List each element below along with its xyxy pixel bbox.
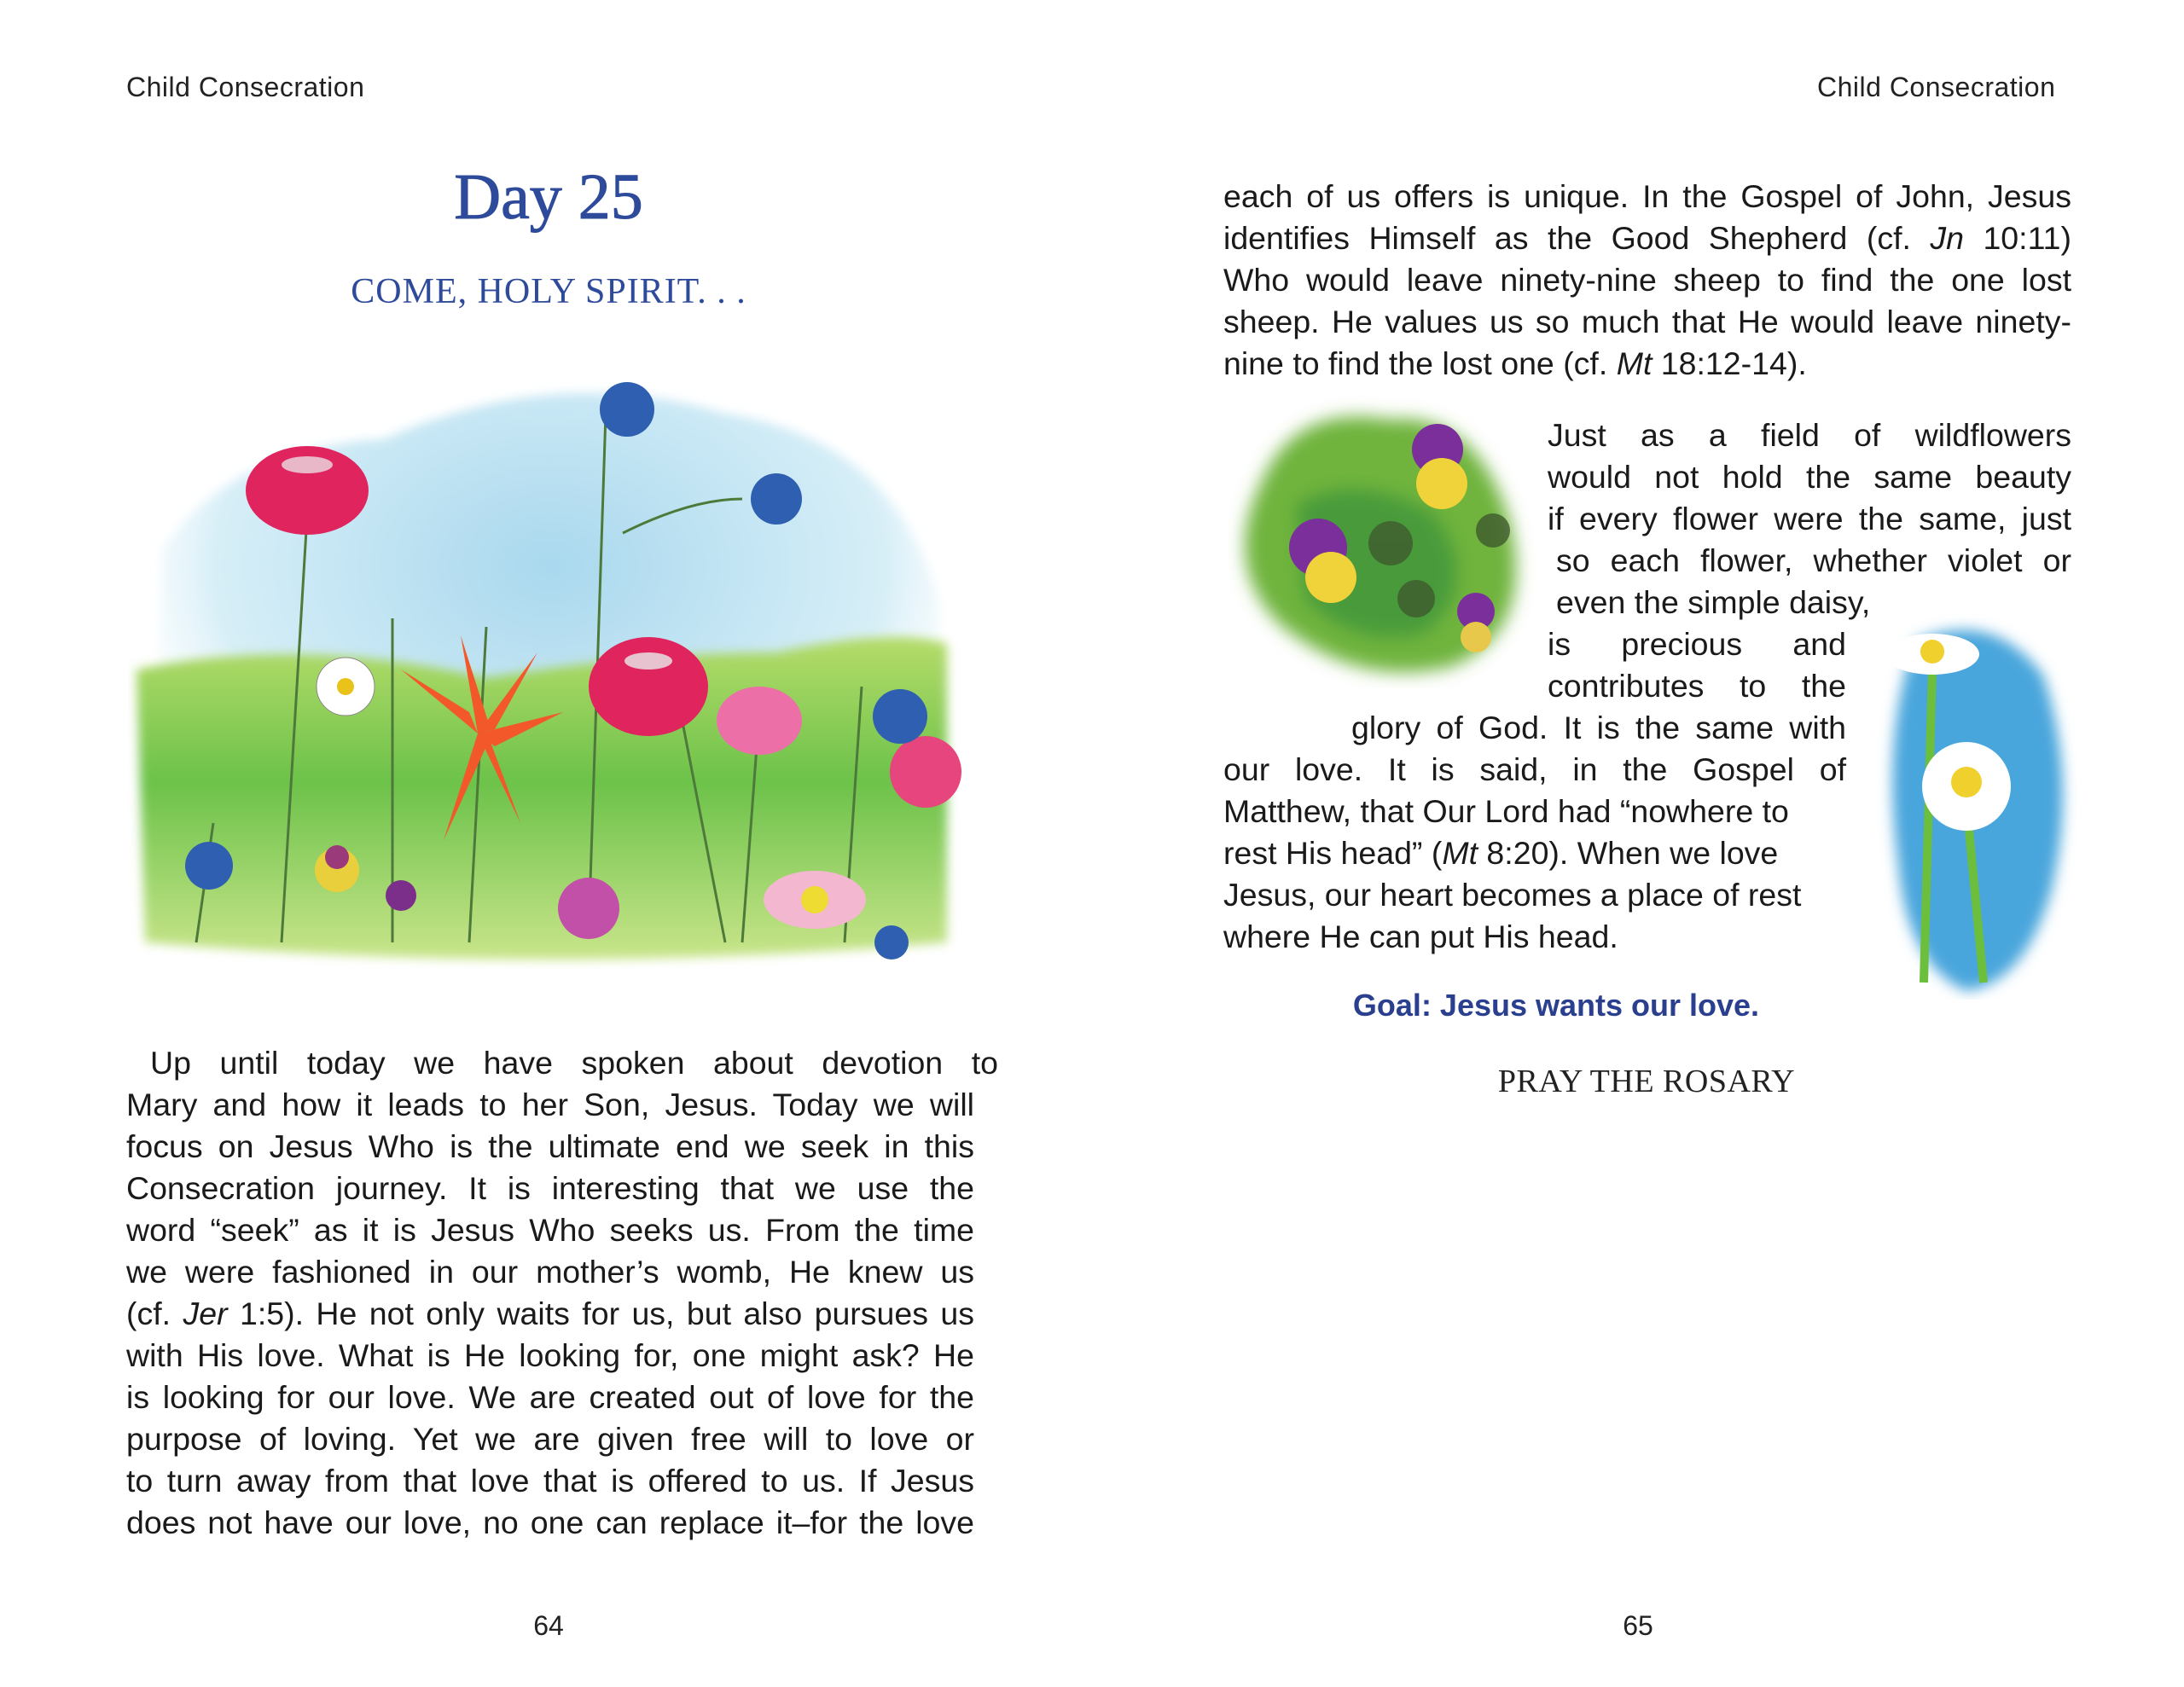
right-body-wrap [1223,415,2071,958]
text-line: contributes to the [1548,668,1846,704]
right-body-top [1223,176,2071,385]
wildflower-field-illustration [128,345,964,977]
text-line: with His love. What is He looking for, one might ask? He [126,1337,974,1373]
text-line: is looking for our love. We are created out of love for the [126,1379,974,1415]
text-line: where He can put His head. [1223,919,1618,954]
text-line: does not have our love, no one can replace it–for the love [126,1504,974,1540]
text-line: would not hold the same beauty [1548,459,2071,495]
text-line: identifies Himself as the Good Shepherd (cf. Jn 10:11) [1223,220,2072,256]
text-line: nine to find the lost one (cf. Mt 18:12-14). [1223,345,1807,381]
text-line: (cf. Jer 1:5). He not only waits for us, but also pursues us [126,1296,974,1331]
pink-flower [717,687,802,755]
text-line: rest His head” (Mt 8:20). When we love [1223,835,1779,871]
text-line: glory of God. It is the same with [1351,710,1846,745]
daisy-small [317,658,375,716]
text-line: each of us offers is unique. In the Gospel of John, Jesus [1223,178,2071,214]
text-line: we were fashioned in our mother’s womb, He knew us [126,1254,974,1290]
text-line: sheep. He values us so much that He would leave ninety- [1223,304,2071,339]
text-line: is precious and [1548,626,1846,662]
poppy-left [246,446,369,535]
text-line: Up until today we have spoken about devotion to [150,1045,998,1081]
purple-aster [558,878,619,939]
left-body-text [126,1042,998,1544]
day-title: Day 25 [454,161,643,233]
text-line: Just as a field of wildflowers [1548,417,2071,453]
page-number-right: 65 [1623,1610,1653,1641]
text-line: purpose of loving. Yet we are given free will to love or [126,1421,974,1457]
text-line: so each flower, whether violet or [1556,542,2071,578]
running-head-left: Child Consecration [126,72,365,102]
running-head-right: Child Consecration [1817,72,2056,102]
text-line: focus on Jesus Who is the ultimate end we seek in this [126,1128,974,1164]
text-line: Matthew, that Our Lord had “nowhere to [1223,793,1789,829]
text-line: Jesus, our heart becomes a place of rest [1223,877,1802,913]
text-line: to turn away from that love that is offered to us. If Jesus [126,1463,974,1499]
day-subtitle: COME, HOLY SPIRIT. . . [351,272,746,311]
text-line: if every flower were the same, just [1548,501,2071,536]
text-line: our love. It is said, in the Gospel of [1223,751,1846,787]
text-line: even the simple daisy, [1556,584,1871,620]
text-line: Mary and how it leads to her Son, Jesus. Today we will [126,1087,974,1122]
text-line: Who would leave ninety-nine sheep to find the one lost [1223,262,2071,298]
pink-daisy [764,871,866,929]
text-line: word “seek” as it is Jesus Who seeks us. From the time [126,1212,974,1248]
poppy-right [589,637,708,736]
goal-statement: Goal: Jesus wants our love. [1352,988,1760,1023]
text-line: Consecration journey. It is interesting that we use the [126,1170,974,1206]
rose [890,736,961,808]
page-number-left: 64 [533,1610,564,1641]
pray-the-rosary: PRAY THE ROSARY [1497,1064,1796,1099]
